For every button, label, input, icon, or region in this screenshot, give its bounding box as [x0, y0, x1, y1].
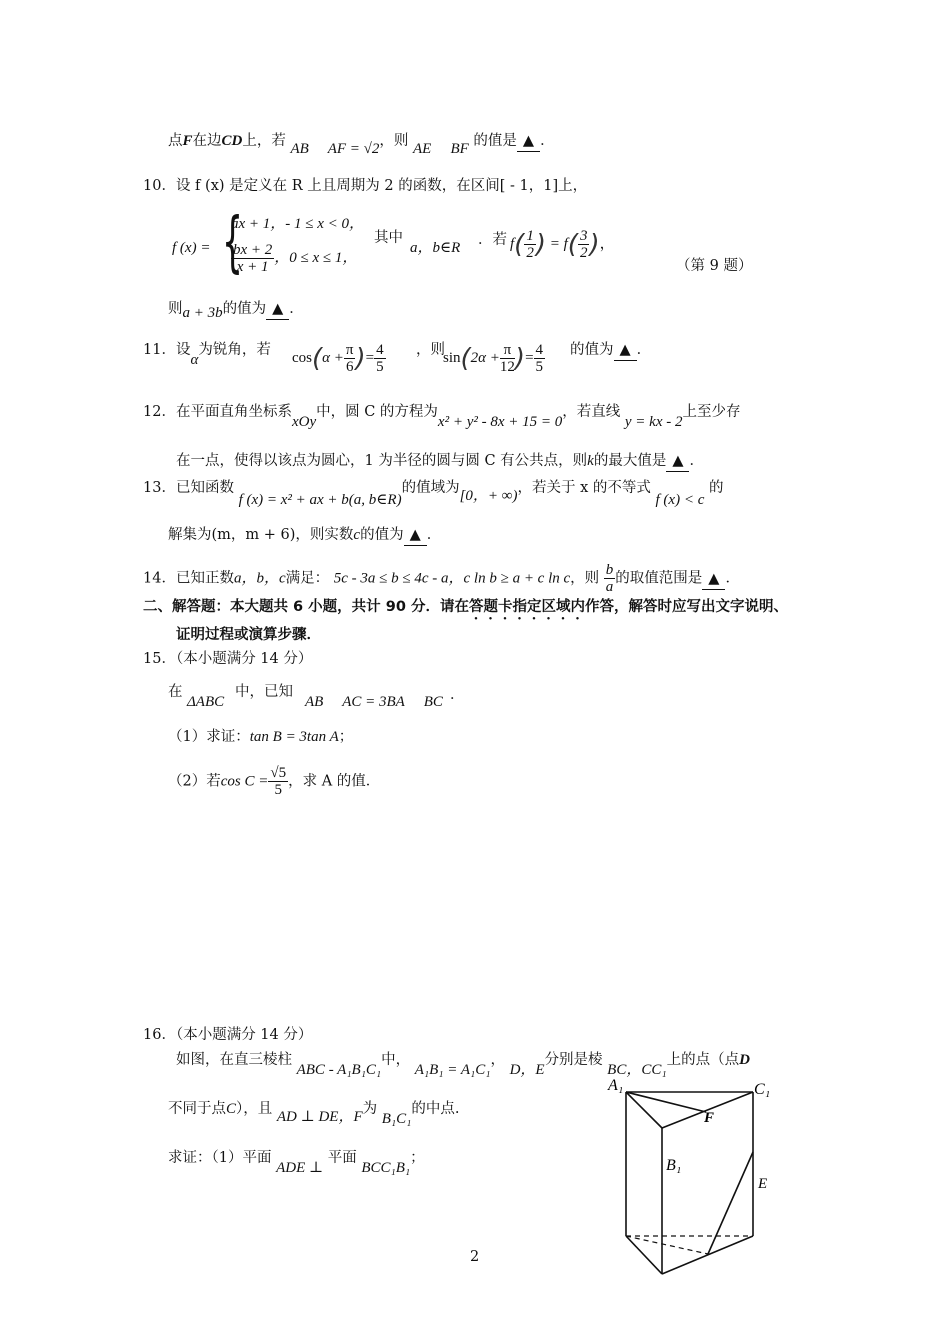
q12-line2: 在一点，使得以该点为圆心，1 为半径的圆与圆 C 有公共点，则k的最大值是 ▲ ．: [176, 451, 704, 472]
edge-ab: [626, 1236, 662, 1274]
q16-line2: 不同于点C），且 AD ⊥ DE，F为 B₁C₁的中点.: [168, 1101, 460, 1127]
q15-triangle: ΔABC: [187, 694, 225, 710]
q11-cos-cond: cos(α + $\frac{\pi}{6}$ )= $\frac{4}{5}$: [292, 342, 384, 375]
edge-bc: [662, 1236, 753, 1274]
q10-condition: f( $\frac{1}{2}$ ) = f( $\frac{3}{2}$ )，: [510, 228, 615, 261]
q15-part1: （1）求证：tan B = 3tan A；: [168, 729, 354, 745]
q11-line: 11．设α为锐角，若: [143, 342, 271, 368]
q12-line1: 12．在平面直角坐标系xOy中，圆 C 的方程为x² + y² - 8x + 15 = 0，若直线 y = kx - 2上至少存: [143, 404, 741, 430]
q13-line1: 13．已知函数 f (x) = x² + ax + b(a, b∈R)的值域为[0，+ ∞)，若关于 x 的不等式 f (x) < c 的: [143, 480, 724, 508]
prism-figure: [600, 1070, 800, 1285]
q15-zhong: 中，已知: [235, 684, 293, 700]
q10-ask: 则a + 3b的值为 ▲ ．: [168, 301, 304, 321]
page-number: 2: [470, 1249, 480, 1265]
q10-where: 其中: [374, 230, 403, 246]
q11-sin-target: sin(2α + $\frac{\pi}{12}$ )= $\frac{4}{5}$: [443, 342, 544, 375]
figure9-label: （第 9 题）: [676, 258, 753, 274]
q10-if: ．若: [478, 232, 507, 248]
q10-brace: {: [222, 203, 243, 280]
section2-line2: 证明过程或演算步骤．: [176, 627, 321, 643]
label-a1: A₁: [608, 1077, 624, 1094]
label-e: E: [758, 1176, 768, 1192]
q16-header: 16．（本小题满分 14 分）: [143, 1027, 313, 1043]
q9-tail-line: 点F在边CD上，若 AB ⃝ AF = √2，则 AE ⃝ BF 的值是 ▲ ．: [168, 133, 555, 157]
q15-dot: ．: [450, 687, 465, 703]
q10-line1: 10．设 f (x) 是定义在 R 上且周期为 2 的函数，在区间[ - 1，1]上，: [143, 178, 588, 194]
q10-piece-lhs: f (x) =: [172, 240, 211, 256]
q16-line1: 如图，在直三棱柱 ABC - A₁B₁C₁中， A₁B₁ = A₁C₁， D，E分别是棱 BC，CC₁上的点（点D: [176, 1052, 750, 1078]
q15-cond: AB ⃝ AC = 3BA ⃝ BC: [305, 694, 443, 710]
segment-ad-hidden: [626, 1236, 708, 1254]
q11-ask: 的值为 ▲ ．: [570, 340, 651, 361]
q15-condition: 在: [168, 684, 183, 700]
q10-piece1: ax + 1，- 1 ≤ x < 0，: [231, 216, 365, 232]
q14-line: 14．已知正数a，b，c满足： 5c - 3a ≤ b ≤ 4c - a，c ln b ≥ a + c ln c，则 $\frac{b}{a}$ 的取值范围是 ▲ ．: [143, 562, 740, 595]
q16-line3: 求证：（1）平面 ADE ⊥ 平面 BCC₁B₁；: [168, 1150, 425, 1176]
q10-ab: a，b∈R: [410, 240, 461, 256]
edge-a1f: [626, 1092, 706, 1112]
label-f: F: [704, 1110, 715, 1126]
q13-line2: 解集为(m，m + 6)，则实数c的值为 ▲ ．: [168, 525, 441, 546]
q15-header: 15．（本小题满分 14 分）: [143, 651, 313, 667]
label-b1: B₁: [666, 1157, 682, 1174]
q10-piece2: $\frac{bx + 2}{x + 1}$ ，0 ≤ x ≤ 1，: [233, 242, 358, 275]
label-c1: C₁: [754, 1081, 771, 1098]
q15-part2: （2）若cos C = $\frac{√5}{5}$ ，求 A 的值．: [168, 765, 381, 798]
q11-then: ，则: [416, 342, 445, 358]
edge-a1b1: [626, 1092, 662, 1128]
section2-title: 二、解答题：本大题共 6 小题，共计 90 分．请在答题卡指定区域内作答，解答时应写出文字说明、: [143, 599, 788, 615]
